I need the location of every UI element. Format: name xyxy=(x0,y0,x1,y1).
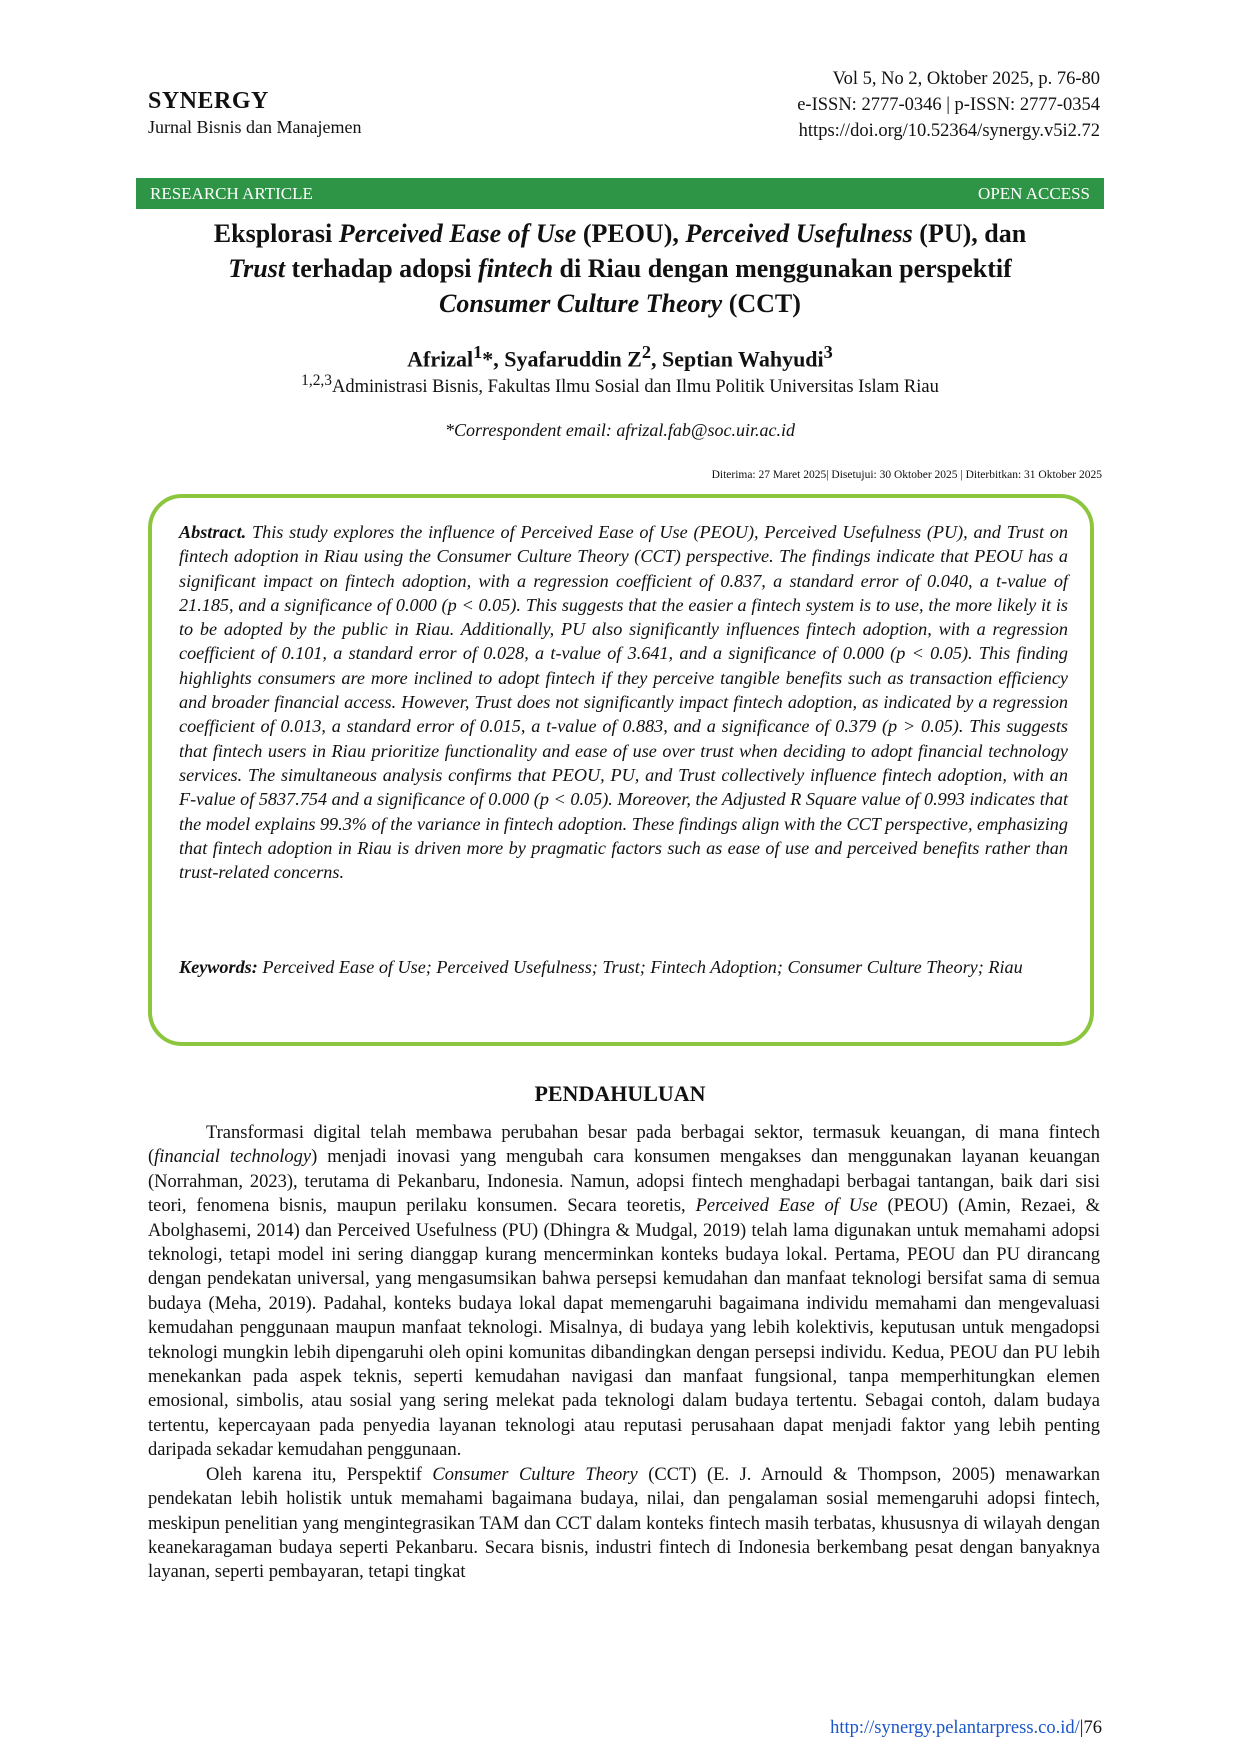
paragraph: Transformasi digital telah membawa perubahan besar pada berbagai sektor, termasuk keuangan, di mana fintech (financial technology) menjadi inovasi yang mengubah cara konsumen mengakses dan menggunakan layanan keuangan (Norrahman, 2023), terutama di Pekanbaru, Indonesia. Namun, adopsi fintech menghadapi berbagai tantangan, baik dari sisi teori, fenomena bisnis, maupun perilaku konsumen. Secara teoretis, Perceived Ease of Use (PEOU) (Amin, Rezaei, & Abolghasemi, 2014) dan Perceived Usefulness (PU) (Dhingra & Mudgal, 2019) telah lama digunakan untuk memahami adopsi teknologi, tetapi model ini sering dianggap kurang mencerminkan konteks budaya lokal. Pertama, PEOU dan PU dirancang dengan pendekatan universal, yang mengasumsikan bahwa persepsi kemudahan dan manfaat teknologi bersifat sama di semua budaya (Meha, 2019). Padahal, konteks budaya lokal dapat memengaruhi bagaimana individu memahami dan mengevaluasi kemudahan penggunaan maupun manfaat teknologi. Misalnya, di budaya yang lebih kolektivis, keputusan untuk mengadopsi teknologi mungkin lebih dipengaruhi oleh opini komunitas dibandingkan dengan persepsi individu. Kedua, PEOU dan PU lebih menekankan pada aspek teknis, seperti kemudahan navigasi dan manfaat fungsional, tanpa memperhitungkan elemen emosional, simbolis, atau sosial yang sering melekat pada teknologi dalam budaya tertentu. Sebagai contoh, dalam budaya tertentu, kepercayaan pada penyedia layanan teknologi atau reputasi perusahaan dapat menjadi faktor yang lebih penting daripada sekadar kemudahan penggunaan. xyxy=(148,1123,1100,1461)
paragraph: Oleh karena itu, Perspektif Consumer Culture Theory (CCT) (E. J. Arnould & Thompson, 2005) menawarkan pendekatan lebih holistik untuk memahami bagaimana budaya, nilai, dan pengalaman sosial memengaruhi adopsi fintech, meskipun penelitian yang mengintegrasikan TAM dan CCT dalam konteks fintech masih terbatas, khususnya di wilayah dengan keanekaragaman budaya seperti Pekanbaru. Secara bisnis, industri fintech di Indonesia berkembang pesat dengan banyaknya layanan, seperti pembayaran, tetapi tingkat xyxy=(148,1464,1101,1583)
journal-url-link[interactable]: http://synergy.pelantarpress.co.id/ xyxy=(830,1718,1080,1738)
author-name: Afrizal xyxy=(407,346,474,372)
publication-info xyxy=(797,66,1100,144)
journal-name: SYNERGY xyxy=(148,88,269,114)
issn-info: e-ISSN: 2777-0346 | p-ISSN: 2777-0354 xyxy=(797,95,1100,115)
page-footer xyxy=(830,1718,1102,1739)
author-name: Syafaruddin Z xyxy=(504,346,642,372)
journal-subtitle: Jurnal Bisnis dan Manajemen xyxy=(148,117,362,137)
page-number: |76 xyxy=(1079,1718,1102,1738)
section-heading: PENDAHULUAN xyxy=(534,1081,706,1106)
correspondent-email: *Correspondent email: afrizal.fab@soc.uir.ac.id xyxy=(445,420,795,440)
article-type-label: RESEARCH ARTICLE xyxy=(150,183,313,203)
abstract-label: Abstract. xyxy=(179,522,247,542)
affiliation: $^{1,2,3}$Administrasi Bisnis, Fakultas Ilmu Sosial dan Ilmu Politik Universitas Islam Riau xyxy=(301,372,939,398)
author-list: Afrizal$^1$*, Syafaruddin $Z^2$, Septian Wahyudi$^3$ xyxy=(407,342,833,372)
body-text xyxy=(148,1121,1100,1585)
open-access-label: OPEN ACCESS xyxy=(978,183,1090,203)
keywords: Keywords: Perceived Ease of Use; Perceived Usefulness; Trust; Fintech Adoption; Consumer Culture Theory; Riau xyxy=(179,957,1023,977)
abstract-text: Abstract. This study explores the influence of Perceived Ease of Use (PEOU), Perceived Usefulness (PU), and Trust on fintech adoption in Riau using the Consumer Culture Theory (CCT) perspective. The findings indicate that PEOU has a significant impact on fintech adoption, with a regression coefficient of 0.837, a standard error of 0.040, a t-value of 21.185, and a significance of 0.000 (p < 0.05). This suggests that the easier a fintech system is to use, the more likely it is to be adopted by the public in Riau. Additionally, PU also significantly influences fintech adoption, with a regression coefficient of 0.101, a standard error of 0.028, a t-value of 3.641, and a significance of 0.000 (p < 0.05). This finding highlights consumers are more inclined to adopt fintech if they perceive tangible benefits such as transaction efficiency and broader financial access. However, Trust does not significantly impact fintech adoption, as indicated by a regression coefficient of 0.013, a standard error of 0.015, a t-value of 0.883, and a significance of 0.379 (p > 0.05). This suggests that fintech users in Riau prioritize functionality and ease of use over trust when deciding to adopt financial technology services. The simultaneous analysis confirms that PEOU, PU, and Trust collectively influence fintech adoption, with an F-value of 5837.754 and a significance of 0.000 (p < 0.05). Moreover, the Adjusted R Square value of 0.993 indicates that the model explains 99.3% of the variance in fintech adoption. These findings align with the CCT perspective, emphasizing that fintech adoption in Riau is driven more by pragmatic factors such as ease of use and perceived benefits rather than trust-related concerns. xyxy=(179,522,1068,883)
article-title: Eksplorasi Perceived Ease of Use (PEOU), Perceived Usefulness (PU), dan Trust terhadap adopsi fintech di Riau dengan menggunakan perspektif Consumer Culture Theory (CCT) xyxy=(213,219,1027,318)
keywords-label: Keywords: xyxy=(179,957,258,977)
journal-header xyxy=(148,88,361,138)
email-link[interactable]: afrizal.fab@soc.uir.ac.id xyxy=(616,420,795,440)
author-name: Septian Wahyudi xyxy=(662,346,824,372)
volume-info: Vol 5, No 2, Oktober 2025, p. 76-80 xyxy=(832,69,1100,89)
submission-dates: Diterima: 27 Maret 2025| Disetujui: 30 Oktober 2025 | Diterbitkan: 31 Oktober 2025 xyxy=(711,469,1102,481)
doi-link[interactable]: https://doi.org/10.52364/synergy.v5i2.72 xyxy=(798,121,1100,141)
article-type-bar xyxy=(136,178,1104,209)
